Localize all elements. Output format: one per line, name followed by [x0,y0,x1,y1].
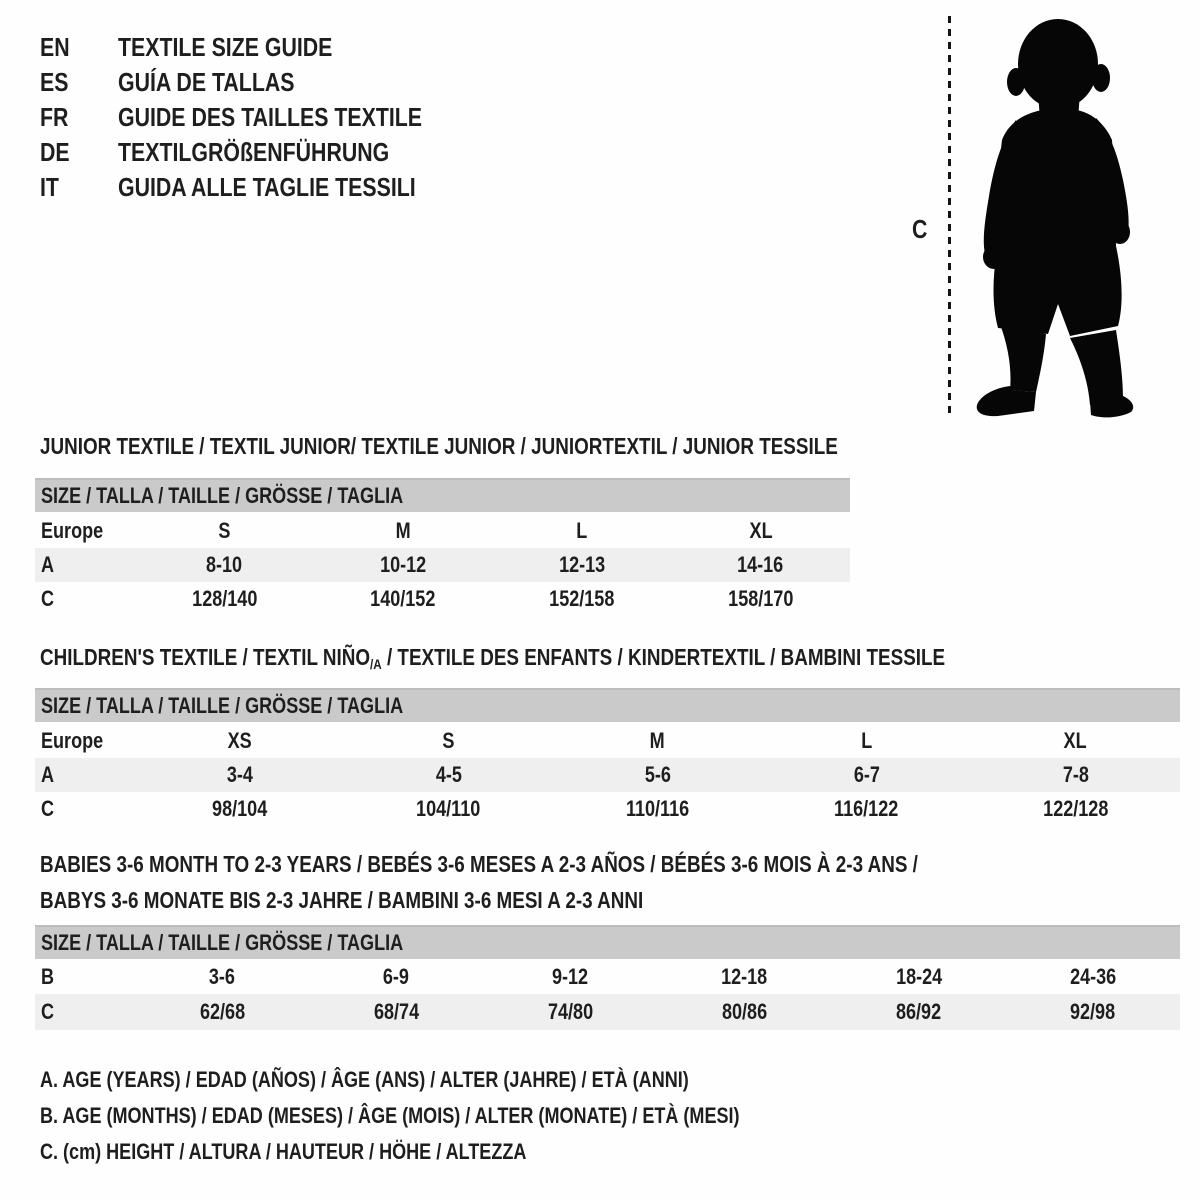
value-cell: 110/116 [625,796,690,821]
language-row [40,170,489,205]
value-cell: 4-5 [435,762,462,787]
value-cell: 14-16 [737,552,784,577]
junior-header-row [35,514,850,548]
language-title-list [40,30,489,205]
value-cell: 158/170 [728,586,794,611]
babies-height-row [35,994,1180,1030]
row-label-cell: C [41,999,55,1024]
value-cell: 12-18 [721,964,768,989]
height-dashed-line [948,16,951,416]
language-title: GUIDA ALLE TAGLIE TESSILI [118,172,416,202]
junior-section-title: JUNIOR TEXTILE / TEXTIL JUNIOR/ TEXTILE JUNIOR / JUNIORTEXTIL / JUNIOR TESSILE [40,433,838,459]
row-label-cell: A [41,552,55,577]
language-code: FR [40,102,69,132]
size-column-header: L [860,728,873,753]
babies-size-bar [35,925,1180,959]
footnotes [40,1062,893,1170]
size-column-header: S [442,728,455,753]
language-row [40,135,489,170]
height-measure-label: C [912,214,928,244]
toddler-silhouette-icon [972,14,1140,418]
value-cell: 10-12 [380,552,427,577]
children-size-bar [35,688,1180,722]
region-header-cell: Europe [41,518,104,543]
size-bar-label: SIZE / TALLA / TAILLE / GRÖSSE / TAGLIA [41,483,404,508]
children-section-title: CHILDREN'S TEXTILE / TEXTIL $NIÑO_{/A}$ / TEXTILE DES ENFANTS / KINDERTEXTIL / BAMBINI TESSILE [40,644,946,673]
junior-age-row [35,548,850,582]
value-cell: 122/128 [1042,796,1109,821]
footnote-age-months: B. AGE (MONTHS) / EDAD (MESES) / ÂGE (MOIS) / ALTER (MONATE) / ETÀ (MESI) [40,1103,740,1128]
value-cell: 12-13 [558,552,605,577]
junior-size-bar [35,478,850,512]
size-column-header: XL [749,518,773,543]
language-title: TEXTILGRÖßENFÜHRUNG [118,137,390,167]
size-column-header: L [576,518,588,543]
value-cell: 5-6 [644,762,671,787]
value-cell: 80/86 [722,999,768,1024]
language-code: IT [40,172,59,202]
children-age-row [35,758,1180,792]
children-header-row [35,724,1180,758]
value-cell: 86/92 [896,999,942,1024]
value-cell: 9-12 [552,964,589,989]
row-label-cell: C [41,796,55,821]
value-cell: 62/68 [199,999,245,1024]
value-cell: 104/110 [416,796,481,821]
language-title: GUÍA DE TALLAS [118,67,295,97]
value-cell: 74/80 [547,999,593,1024]
junior-height-row [35,582,850,616]
footnote-age-years: A. AGE (YEARS) / EDAD (AÑOS) / ÂGE (ANS) / ALTER (JAHRE) / ETÀ (ANNI) [40,1067,689,1092]
value-cell: 6-7 [853,762,880,787]
region-header-cell: Europe [41,728,104,753]
language-code: ES [40,67,69,97]
nino-a-subscript: /A [370,656,382,673]
size-bar-label: SIZE / TALLA / TAILLE / GRÖSSE / TAGLIA [41,693,404,718]
language-row [40,65,489,100]
value-cell: 6-9 [383,964,410,989]
size-bar-label: SIZE / TALLA / TAILLE / GRÖSSE / TAGLIA [41,930,404,955]
size-column-header: M [649,728,666,753]
value-cell: 18-24 [895,964,942,989]
value-cell: 128/140 [191,586,257,611]
children-height-row [35,792,1180,826]
size-column-header: M [395,518,411,543]
value-cell: 116/122 [834,796,899,821]
language-title: GUIDE DES TAILLES TEXTILE [118,102,423,132]
value-cell: 24-36 [1069,964,1117,989]
footnote-height-cm: C. (cm) HEIGHT / ALTURA / HAUTEUR / HÖHE / ALTEZZA [40,1139,527,1164]
value-cell: 152/158 [549,586,615,611]
value-cell: 8-10 [206,552,243,577]
value-cell: 3-4 [226,762,253,787]
size-column-header: XL [1063,728,1088,753]
value-cell: 140/152 [370,586,436,611]
language-title: TEXTILE SIZE GUIDE [118,32,333,62]
size-column-header: XS [227,728,252,753]
language-row [40,100,489,135]
value-cell: 7-8 [1062,762,1089,787]
row-label-cell: A [41,762,55,787]
babies-months-row [35,960,1180,994]
language-code: DE [40,137,70,167]
language-code: EN [40,32,70,62]
babies-section-title: BABIES 3-6 MONTH TO 2-3 YEARS / BEBÉS 3-6 MESES A 2-3 AÑOS / BÉBÉS 3-6 MOIS À 2-3 ANS / BABYS 3-6 MONATE BIS 2-3 JAHRE / BAMBINI 3-6 MESI A 2-3 ANNI [40,851,918,913]
value-cell: 98/104 [211,796,268,821]
language-row [40,30,489,65]
size-column-header: S [218,518,231,543]
row-label-cell: C [41,586,55,611]
value-cell: 3-6 [209,964,236,989]
value-cell: 68/74 [373,999,419,1024]
value-cell: 92/98 [1070,999,1116,1024]
row-label-cell: B [41,964,55,989]
